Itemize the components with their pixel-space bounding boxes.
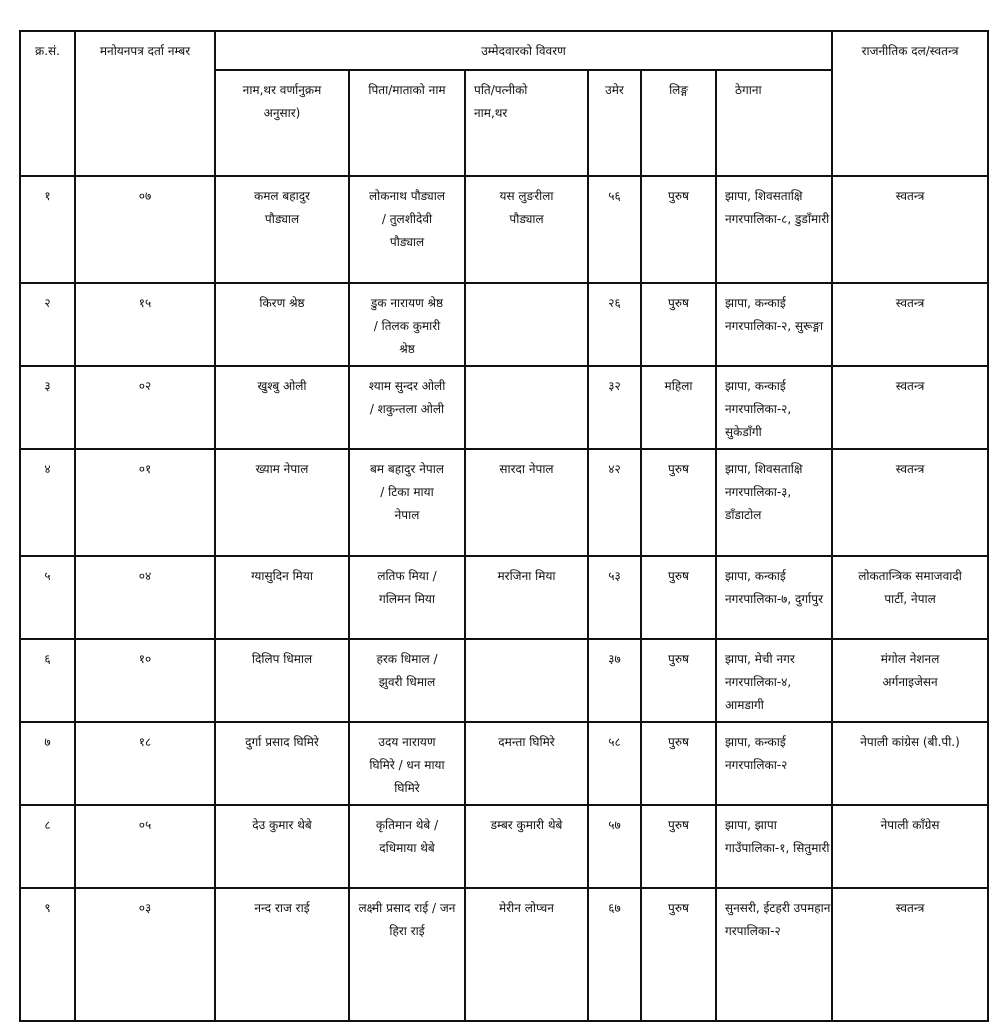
cell-age: ३२ (588, 366, 641, 449)
cell-address: झापा, कन्काई नगरपालिका-२, सुरूङ्गा (716, 283, 832, 366)
cell-serial: ७ (20, 722, 75, 805)
header-candidate-details: उम्मेदवारको विवरण (215, 31, 832, 70)
header-address: ठेगाना (716, 70, 832, 176)
cell-registration: १० (75, 639, 215, 722)
cell-serial: ६ (20, 639, 75, 722)
cell-age: ६७ (588, 888, 641, 1021)
cell-spouse: यस लुङरीला पौड्याल (465, 176, 588, 283)
cell-serial: ४ (20, 449, 75, 556)
cell-registration: ०३ (75, 888, 215, 1021)
cell-serial: १ (20, 176, 75, 283)
cell-age: ५७ (588, 805, 641, 888)
header-serial-number: क्र.सं. (20, 31, 75, 176)
cell-serial: ९ (20, 888, 75, 1021)
cell-address: झापा, मेची नगर नगरपालिका-४, आमडागी (716, 639, 832, 722)
cell-party: लोकतान्त्रिक समाजवादी पार्टी, नेपाल (832, 556, 988, 639)
table-row (20, 805, 988, 888)
table-row (20, 639, 988, 722)
cell-spouse: सारदा नेपाल (465, 449, 588, 556)
cell-spouse: मरजिना मिया (465, 556, 588, 639)
header-age: उमेर (588, 70, 641, 176)
table-row (20, 283, 988, 366)
table-row (20, 722, 988, 805)
cell-serial: ३ (20, 366, 75, 449)
cell-name: ख्याम नेपाल (215, 449, 349, 556)
cell-age: ५८ (588, 722, 641, 805)
cell-parents: बम बहादुर नेपाल / टिका माया नेपाल (349, 449, 465, 556)
cell-gender: पुरुष (641, 888, 716, 1021)
cell-party: स्वतन्त्र (832, 283, 988, 366)
cell-registration: १५ (75, 283, 215, 366)
header-gender: लिङ्ग (641, 70, 716, 176)
cell-party: स्वतन्त्र (832, 366, 988, 449)
cell-registration: १८ (75, 722, 215, 805)
cell-address: झापा, कन्काई नगरपालिका-२ (716, 722, 832, 805)
cell-party: स्वतन्त्र (832, 449, 988, 556)
cell-spouse: दमन्ता घिमिरे (465, 722, 588, 805)
cell-name: ग्यासुदिन मिया (215, 556, 349, 639)
header-registration-number: मनोयनपत्र दर्ता नम्बर (75, 31, 215, 176)
cell-party: नेपाली कांग्रेस (बी.पी.) (832, 722, 988, 805)
header-parents: पिता/माताको नाम (349, 70, 465, 176)
cell-registration: ०२ (75, 366, 215, 449)
cell-spouse (465, 639, 588, 722)
cell-name: देउ कुमार थेबे (215, 805, 349, 888)
cell-gender: पुरुष (641, 805, 716, 888)
cell-gender: पुरुष (641, 449, 716, 556)
cell-registration: ०१ (75, 449, 215, 556)
cell-age: ५६ (588, 176, 641, 283)
cell-parents: लक्ष्मी प्रसाद राई / जन हिरा राई (349, 888, 465, 1021)
cell-spouse: डम्बर कुमारी थेबे (465, 805, 588, 888)
cell-address: झापा, झापा गाउँपालिका-१, सितुमारी (716, 805, 832, 888)
cell-address: झापा, शिवसताक्षि नगरपालिका-३, डाँडाटोल (716, 449, 832, 556)
cell-address: झापा, शिवसताक्षि नगरपालिका-८, डुडाँमारी (716, 176, 832, 283)
table-row (20, 556, 988, 639)
cell-serial: २ (20, 283, 75, 366)
cell-parents: डुक नारायण श्रेष्ठ / तिलक कुमारी श्रेष्ठ (349, 283, 465, 366)
cell-age: २६ (588, 283, 641, 366)
cell-parents: लतिफ मिया / गलिमन मिया (349, 556, 465, 639)
cell-spouse (465, 366, 588, 449)
header-spouse: पति/पत्नीको नाम,थर (465, 70, 588, 176)
cell-address: झापा, कन्काई नगरपालिका-२, सुकेडाँगी (716, 366, 832, 449)
cell-party: स्वतन्त्र (832, 176, 988, 283)
cell-registration: ०४ (75, 556, 215, 639)
cell-age: ४२ (588, 449, 641, 556)
cell-address: झापा, कन्काई नगरपालिका-७, दुर्गापुर (716, 556, 832, 639)
cell-name: कमल बहादुर पौड्याल (215, 176, 349, 283)
cell-party: नेपाली काँग्रेस (832, 805, 988, 888)
cell-name: दिलिप धिमाल (215, 639, 349, 722)
cell-parents: उदय नारायण घिमिरे / धन माया घिमिरे (349, 722, 465, 805)
header-party: राजनीतिक दल/स्वतन्त्र (832, 31, 988, 176)
cell-gender: पुरुष (641, 556, 716, 639)
cell-serial: ८ (20, 805, 75, 888)
cell-age: ५३ (588, 556, 641, 639)
header-name: नाम,थर वर्णानुक्रम अनुसार) (215, 70, 349, 176)
cell-gender: पुरुष (641, 722, 716, 805)
cell-spouse: मेरीन लोप्चन (465, 888, 588, 1021)
cell-parents: लोकनाथ पौड्याल / तुलशीदेवी पौड्याल (349, 176, 465, 283)
cell-name: खुश्बु ओली (215, 366, 349, 449)
cell-gender: महिला (641, 366, 716, 449)
candidate-table (19, 30, 989, 1022)
cell-name: किरण श्रेष्ठ (215, 283, 349, 366)
cell-party: स्वतन्त्र (832, 888, 988, 1021)
cell-age: ३७ (588, 639, 641, 722)
cell-spouse (465, 283, 588, 366)
table-row (20, 366, 988, 449)
cell-address: सुनसरी, ईटहरी उपमहानगरपालिका-२ (716, 888, 832, 1021)
cell-gender: पुरुष (641, 639, 716, 722)
cell-name: दुर्गा प्रसाद घिमिरे (215, 722, 349, 805)
cell-registration: ०७ (75, 176, 215, 283)
cell-parents: कृतिमान थेबे / दधिमाया थेबे (349, 805, 465, 888)
cell-gender: पुरुष (641, 283, 716, 366)
cell-serial: ५ (20, 556, 75, 639)
cell-name: नन्द राज राई (215, 888, 349, 1021)
cell-parents: श्याम सुन्दर ओली / शकुन्तला ओली (349, 366, 465, 449)
table-row (20, 888, 988, 1021)
cell-registration: ०५ (75, 805, 215, 888)
cell-gender: पुरुष (641, 176, 716, 283)
table-row (20, 176, 988, 283)
cell-parents: हरक धिमाल / झुवरी धिमाल (349, 639, 465, 722)
table-row (20, 449, 988, 556)
cell-party: मंगोल नेशनल अर्गनाइजेसन (832, 639, 988, 722)
